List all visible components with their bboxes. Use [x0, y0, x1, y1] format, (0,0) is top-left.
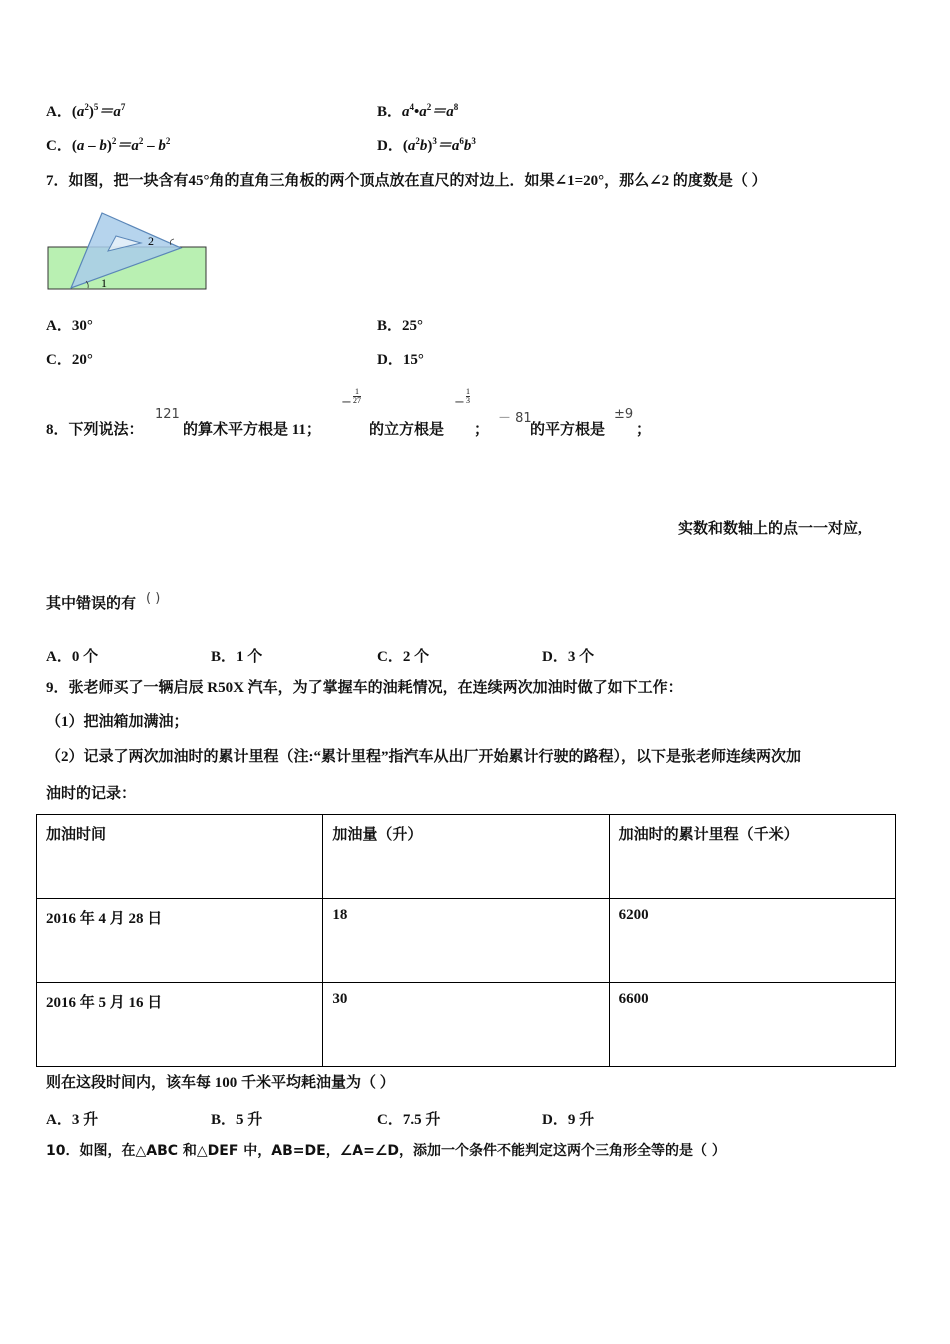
q8-option-a: A．0 个: [46, 649, 99, 665]
q7-option-a: A．30°: [46, 318, 93, 334]
angle2-label: 2: [148, 234, 154, 248]
q7-stem: 7．如图，把一块含有45°角的直角三角板的两个顶点放在直尺的对边上．如果∠1=20°，那么∠2 的度数是（ ）: [46, 173, 767, 189]
table-header-cell: 加油量（升）: [323, 815, 609, 899]
q7-option-c: C．20°: [46, 352, 93, 368]
angle1-label: 1: [101, 276, 107, 290]
q8-minus-1: −: [341, 395, 352, 410]
q9-option-d: D．9 升: [542, 1112, 595, 1128]
table-cell: 2016 年 5 月 16 日: [37, 983, 323, 1067]
q8-option-b: B．1 个: [211, 649, 263, 665]
q6-option-d: D．$(a^2b)^3=a^6b^3$: [377, 136, 476, 154]
q9-stem: 9．张老师买了一辆启辰 R50X 汽车，为了掌握车的油耗情况，在连续两次加油时做了如下工作：: [46, 680, 683, 696]
table-cell: 6200: [609, 899, 895, 983]
q9-option-c: C．7.5 升: [377, 1112, 441, 1128]
q7-figure: [44, 208, 214, 294]
q9-question: 则在这段时间内，该车每 100 千米平均耗油量为（ ）: [46, 1075, 395, 1091]
table-row: [37, 899, 896, 983]
q6-option-c: C．$(a - b)^2=a^2 - b^2$: [46, 136, 171, 154]
q9-step2: （2）记录了两次加油时的累计里程（注:“累计里程”指汽车从出厂开始累计行驶的路程），以下是张老师连续两次加: [46, 749, 802, 765]
q8-separator: ；: [474, 422, 490, 438]
q8-fraction-1-27: $\frac{1}{27}$: [353, 387, 361, 405]
q7-option-b: B．25°: [377, 318, 424, 334]
q8-answer-paren: ( ): [146, 591, 161, 606]
q8-option-d: D．3 个: [542, 649, 595, 665]
q8-fraction-1-3: $\frac{1}{3}$: [466, 387, 470, 405]
table-header-row: [37, 815, 896, 899]
q6-option-b: B．$a^4•a^2=a^8$: [377, 102, 459, 120]
q8-number-minus-81: － 81: [498, 411, 532, 426]
q6-option-a: A．$(a^2)^5=a^7$: [46, 102, 126, 120]
q10-stem: 10．如图，在△ABC 和△DEF 中，AB=DE，∠A=∠D，添加一个条件不能判定这两个三角形全等的是（ ）: [46, 1143, 726, 1159]
table-row: [37, 983, 896, 1067]
table-header-cell: 加油时的累计里程（千米）: [609, 815, 895, 899]
q9-option-a: A．3 升: [46, 1112, 99, 1128]
q7-option-d: D．15°: [377, 352, 424, 368]
table-header-cell: 加油时间: [37, 815, 323, 899]
q8-plus-minus-9: ±9: [614, 407, 634, 422]
q8-minus-2: −: [454, 395, 465, 410]
q8-option-c: C．2 个: [377, 649, 430, 665]
q9-step1: （1）把油箱加满油；: [46, 714, 189, 730]
q8-end: ；: [636, 422, 652, 438]
q8-prefix: 8．下列说法：: [46, 422, 144, 438]
q8-part2: 的立方根是: [369, 422, 445, 438]
q8-part1: 的算术平方根是 11；: [183, 422, 321, 438]
q8-number-121: 121: [155, 407, 180, 422]
table-cell: 30: [323, 983, 609, 1067]
q9-option-b: B．5 升: [211, 1112, 263, 1128]
q8-part3: 的平方根是: [530, 422, 606, 438]
table-cell: 2016 年 4 月 28 日: [37, 899, 323, 983]
table-cell: 18: [323, 899, 609, 983]
table-cell: 6600: [609, 983, 895, 1067]
q9-step2-cont: 油时的记录：: [46, 786, 137, 802]
q8-line3: 其中错误的有: [46, 596, 137, 612]
q9-record-table: [36, 814, 896, 1067]
q8-line2: 实数和数轴上的点一一对应,: [678, 521, 862, 537]
